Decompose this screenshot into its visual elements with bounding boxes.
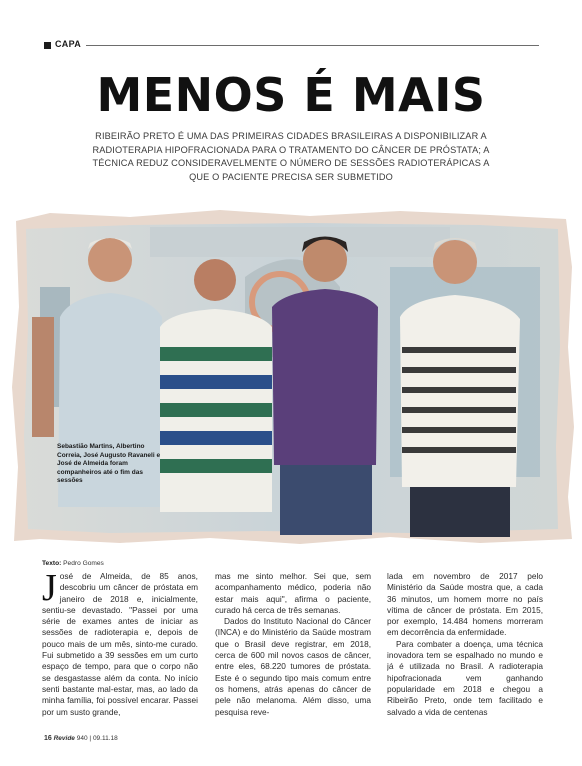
photo-caption: Sebastião Martins, Albertino Correia, José Augusto Ravaneli e José de Almeida foram companheiros até o fim das sessões xyxy=(57,443,161,485)
article-photo xyxy=(10,207,576,547)
issue-number: 940 xyxy=(76,735,88,742)
page-number: 16 xyxy=(44,735,52,742)
paragraph: Dados do Instituto Nacional do Câncer (INCA) e do Ministério da Saúde mostram que o Brasil deve registrar, em 2018, cerca de 600 mil novos casos de câncer, entre eles, 68.220 tumores de próstata. Este é o segundo tipo mais comum entre os homens, atrás apenas do câncer de pele não melanoma. Além disso, uma pesquisa reve- xyxy=(215,616,371,717)
photo-illustration xyxy=(10,207,576,547)
section-label: CAPA xyxy=(55,39,82,49)
footer-separator: | xyxy=(89,735,92,742)
paragraph: lada em novembro de 2017 pelo Ministério da Saúde mostra que, a cada 36 minutos, um homem morre no país vítima de câncer de próstata. Em 2015, por exemplo, 14.484 homens morreram em decorrência da enfermidade. xyxy=(387,571,543,638)
section-header xyxy=(44,40,539,52)
article-column-2 xyxy=(215,571,371,721)
paragraph: Para combater a doença, uma técnica inovadora tem se espalhado no mundo e já é utilizada no Brasil. A radioterapia hipofracionada vem ganhando popularidade em 2018 e chegou a Ribeirão Preto, onde tem facilitado e salvado a vida de centenas xyxy=(387,638,543,717)
byline-name: Pedro Gomes xyxy=(63,560,104,567)
byline-label: Texto: xyxy=(42,560,62,567)
paragraph: osé de Almeida, de 85 anos, descobriu um câncer de próstata em janeiro de 2018 e, inicialmente, sentiu-se devastado. "Passei por uma série de exames antes de iniciar as sessões de radioterapia e, depois de pouco mais de um mês, sinto-me curado. Fui submetido a 39 sessões em um curto espaço de tempo, para que o corpo não se desgastasse além da conta. No início senti bastante mal-estar, mas, ao lado da minha família, foi possível encarar. Passei por um susto grande, xyxy=(42,571,198,717)
deck-subtitle: RIBEIRÃO PRETO É UMA DAS PRIMEIRAS CIDADES BRASILEIRAS A DISPONIBILIZAR A RADIOTERAPIA HIPOFRACIONADA PARA O TRATAMENTO DO CÂNCER DE PRÓSTATA; A TÉCNICA REDUZ CONSIDERAVELMENTE O NÚMERO DE SESSÕES RADIOTERÁPICAS A QUE O PACIENTE PRECISA SER SUBMETIDO xyxy=(92,131,490,182)
section-rule xyxy=(86,45,539,46)
paragraph: mas me sinto melhor. Sei que, sem acompanhamento médico, poderia não estar mais aqui", afirma o paciente, curado há cerca de três semanas. xyxy=(215,571,371,615)
dropcap: J xyxy=(42,571,57,609)
page-footer xyxy=(44,735,118,742)
section-square-icon xyxy=(44,42,51,49)
article-column-1 xyxy=(42,571,198,721)
article-column-3 xyxy=(387,571,543,721)
magazine-brand: Revide xyxy=(53,735,75,742)
headline: MENOS É MAIS xyxy=(96,68,486,122)
issue-date: 09.11.18 xyxy=(92,735,118,742)
byline xyxy=(42,560,104,567)
